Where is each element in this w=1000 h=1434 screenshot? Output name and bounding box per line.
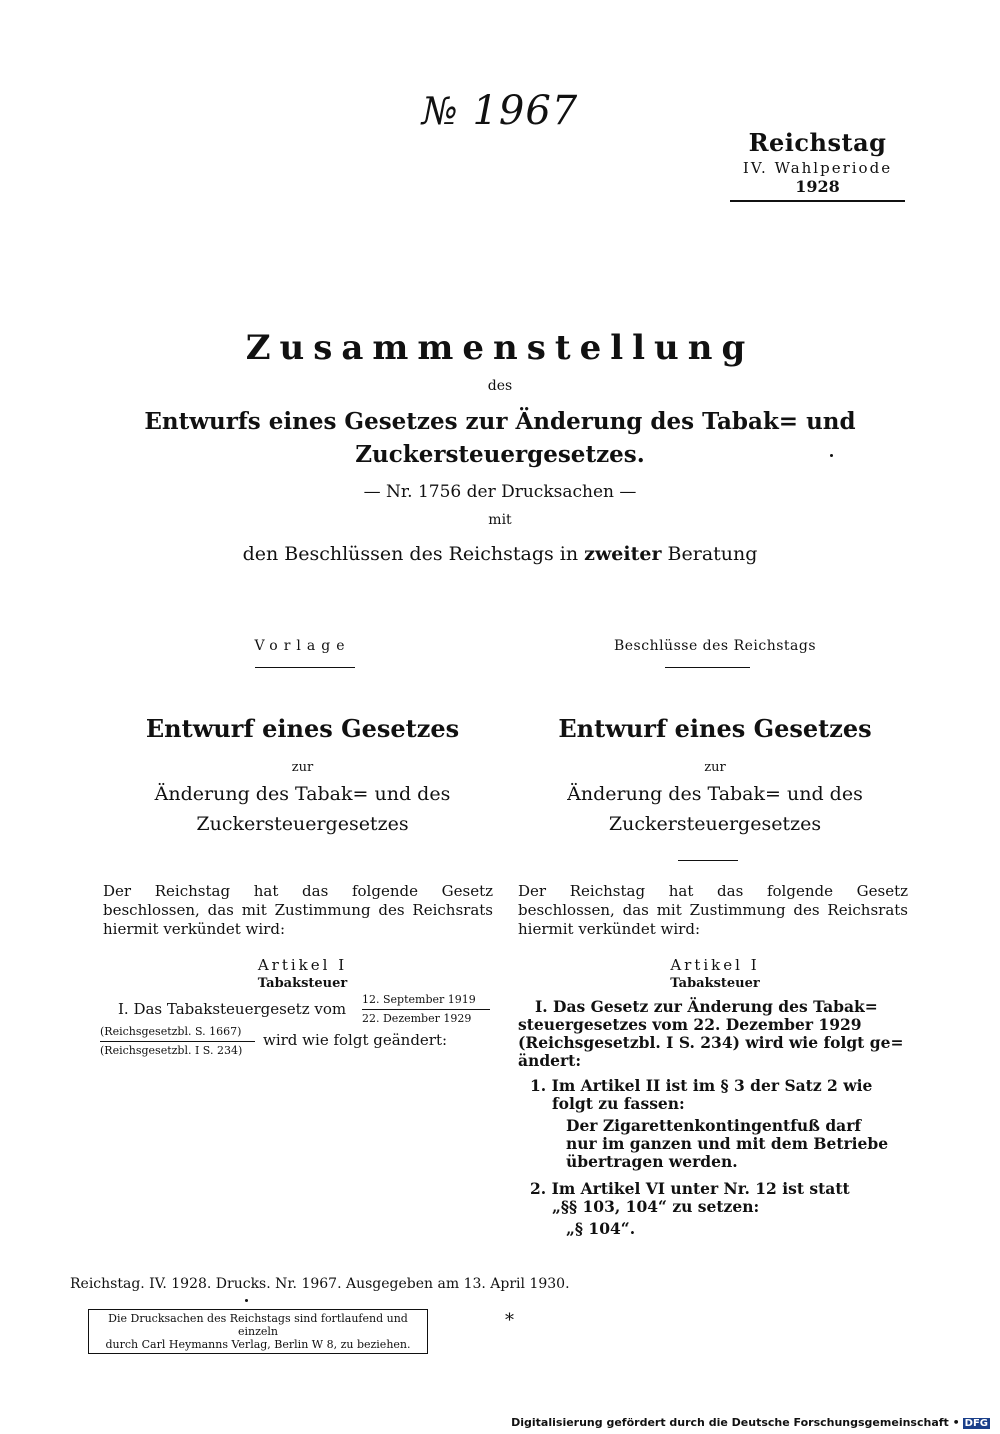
right-i-line3: (Reichsgesetzbl. I S. 234) wird wie folgt ge= [518, 1033, 904, 1052]
left-aenderung-1: Änderung des Tabak= und des [154, 783, 451, 805]
publisher-line1: Die Drucksachen des Reichstags sind fortlaufend und einzeln [108, 1312, 408, 1338]
right-p2-line1: 2. Im Artikel VI unter Nr. 12 ist statt [530, 1179, 850, 1198]
reichstag-underline [730, 200, 905, 202]
left-column-head: Vorlage [254, 638, 351, 654]
left-item1-b: wird wie folgt geändert: [263, 1031, 448, 1049]
reichstag-block [730, 128, 905, 202]
speck-2 [245, 1299, 248, 1302]
right-p2-line3: „§ 104“. [566, 1219, 636, 1238]
left-date-rule [362, 1009, 490, 1010]
footer-issue-line: Reichstag. IV. 1928. Drucks. Nr. 1967. Ausgegeben am 13. April 1930. [70, 1276, 570, 1292]
year: 1928 [795, 177, 840, 196]
right-q1-line3: übertragen werden. [566, 1152, 738, 1171]
beschluesse-pre: den Beschlüssen des Reichstags in [242, 543, 579, 565]
left-ref-rule [100, 1041, 255, 1042]
main-title: Zusammenstellung [245, 328, 755, 368]
right-artikel: Artikel I [670, 956, 760, 974]
right-i-line2: steuergesetzes vom 22. Dezember 1929 [518, 1015, 862, 1034]
title-des: des [487, 378, 513, 394]
left-aenderung-2: Zuckersteuergesetzes [196, 813, 409, 835]
drucksache-number: — Nr. 1756 der Drucksachen — [363, 482, 637, 502]
left-head-rule [255, 667, 355, 668]
left-ref2: (Reichsgesetzbl. I S. 234) [100, 1044, 243, 1057]
right-tabaksteuer: Tabaksteuer [670, 976, 760, 991]
right-preamble: Der Reichstag hat das folgende Gesetz beschlossen, das mit Zustimmung des Reichsrats hiermit verkündet wird: [518, 882, 908, 938]
left-preamble: Der Reichstag hat das folgende Gesetz beschlossen, das mit Zustimmung des Reichsrats hiermit verkündet wird: [103, 882, 493, 938]
wahlperiode: IV. Wahlperiode [742, 159, 893, 177]
right-p1-line2: folgt zu fassen: [552, 1094, 685, 1113]
publisher-line2: durch Carl Heymanns Verlag, Berlin W 8, zu beziehen. [105, 1338, 411, 1351]
left-item1-a: I. Das Tabaksteuergesetz vom [118, 1000, 347, 1018]
right-column-head: Beschlüsse des Reichstags [613, 638, 817, 654]
title-line2: Zuckersteuergesetzes. [355, 441, 645, 468]
right-head-rule [665, 667, 750, 668]
right-title-rule [678, 860, 738, 861]
left-date1: 12. September 1919 [362, 993, 476, 1006]
right-p2-line2: „§§ 103, 104“ zu setzen: [552, 1197, 760, 1216]
right-aenderung-1: Änderung des Tabak= und des [567, 783, 863, 805]
reichstag-title: Reichstag [748, 128, 887, 157]
right-p1-line1: 1. Im Artikel II ist im § 3 der Satz 2 wie [530, 1076, 873, 1095]
right-i-line4: ändert: [518, 1051, 582, 1070]
beschluesse-line [0, 543, 1000, 565]
right-zur: zur [704, 760, 726, 775]
left-date2: 22. Dezember 1929 [362, 1012, 472, 1025]
dfg-text: Digitalisierung gefördert durch die Deutsche Forschungsgemeinschaft • [511, 1416, 960, 1429]
number-value: 1967 [472, 88, 579, 134]
left-zur: zur [291, 760, 314, 775]
left-artikel: Artikel I [257, 956, 348, 974]
left-ref1: (Reichsgesetzbl. S. 1667) [100, 1025, 242, 1038]
right-q1-line1: Der Zigarettenkontingentfuß darf [566, 1116, 862, 1135]
dfg-credit [511, 1416, 990, 1429]
number-sign: № [421, 89, 459, 133]
right-q1-line2: nur im ganzen und mit dem Betriebe [566, 1134, 889, 1153]
speck-1 [830, 454, 833, 457]
publisher-box [88, 1309, 428, 1354]
right-i-line1: I. Das Gesetz zur Änderung des Tabak= [535, 997, 878, 1016]
dfg-logo: DFG [964, 1418, 988, 1429]
beschluesse-post: Beratung [667, 543, 758, 565]
right-entwurf-title: Entwurf eines Gesetzes [558, 714, 872, 743]
right-aenderung-2: Zuckersteuergesetzes [608, 813, 822, 835]
footer-star: * [505, 1310, 514, 1331]
title-mit: mit [488, 512, 512, 528]
left-entwurf-title: Entwurf eines Gesetzes [145, 714, 460, 743]
title-line1: Entwurfs eines Gesetzes zur Änderung des Tabak= und [144, 408, 856, 435]
left-tabaksteuer: Tabaksteuer [257, 976, 348, 991]
beschluesse-bold: zweiter [584, 543, 662, 565]
